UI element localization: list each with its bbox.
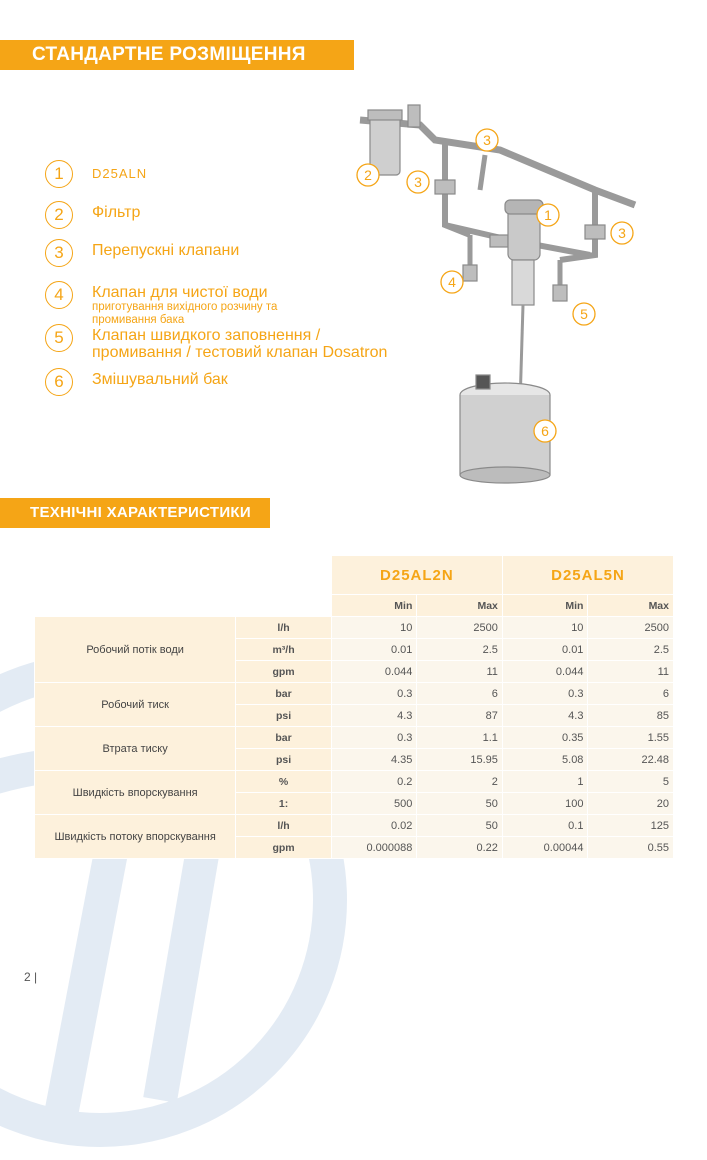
unit: % <box>236 771 332 793</box>
value: 0.22 <box>417 837 503 859</box>
value: 0.3 <box>331 727 417 749</box>
diagram-label-2: 2 <box>364 167 372 183</box>
unit: gpm <box>236 661 332 683</box>
installation-diagram <box>340 95 707 495</box>
table-row <box>35 771 674 793</box>
param-name: Робочий тиск <box>35 683 236 727</box>
value: 125 <box>588 815 674 837</box>
value: 0.01 <box>502 639 588 661</box>
min-label: Min <box>502 595 588 617</box>
value: 87 <box>417 705 503 727</box>
legend-number: 4 <box>45 281 73 309</box>
value: 2.5 <box>417 639 503 661</box>
value: 2 <box>417 771 503 793</box>
value: 6 <box>417 683 503 705</box>
value: 0.044 <box>502 661 588 683</box>
table-row <box>35 727 674 749</box>
value: 85 <box>588 705 674 727</box>
value: 10 <box>331 617 417 639</box>
unit: bar <box>236 683 332 705</box>
diagram-label-6: 6 <box>541 423 549 439</box>
page-number: 2 | <box>24 970 38 984</box>
value: 500 <box>331 793 417 815</box>
value: 1 <box>502 771 588 793</box>
legend-label: Перепускні клапани <box>92 242 240 259</box>
value: 50 <box>417 815 503 837</box>
legend-number: 5 <box>45 324 73 352</box>
param-name: Втрата тиску <box>35 727 236 771</box>
value: 20 <box>588 793 674 815</box>
value: 0.044 <box>331 661 417 683</box>
value: 11 <box>588 661 674 683</box>
value: 0.55 <box>588 837 674 859</box>
value: 10 <box>502 617 588 639</box>
value: 0.3 <box>331 683 417 705</box>
unit: m³/h <box>236 639 332 661</box>
value: 15.95 <box>417 749 503 771</box>
legend-label: Змішувальний бак <box>92 371 228 388</box>
diagram-label-1: 1 <box>544 207 552 223</box>
value: 2.5 <box>588 639 674 661</box>
value: 5 <box>588 771 674 793</box>
value: 4.3 <box>502 705 588 727</box>
legend-number: 1 <box>45 160 73 188</box>
table-minmax-row <box>35 595 674 617</box>
legend-label-main: Клапан для чистої води <box>92 284 268 301</box>
value: 1.55 <box>588 727 674 749</box>
unit: psi <box>236 705 332 727</box>
unit: psi <box>236 749 332 771</box>
max-label: Max <box>417 595 503 617</box>
spec-table <box>34 555 674 859</box>
param-name: Швидкість впорскування <box>35 771 236 815</box>
legend-label-sub: приготування вихідного розчину та промивання бака <box>92 301 278 326</box>
value: 0.1 <box>502 815 588 837</box>
model-header: D25AL2N <box>331 556 502 595</box>
param-name: Швидкість потоку впорскування <box>35 815 236 859</box>
value: 0.35 <box>502 727 588 749</box>
diagram-label-3: 3 <box>618 225 626 241</box>
value: 0.01 <box>331 639 417 661</box>
unit: l/h <box>236 815 332 837</box>
value: 5.08 <box>502 749 588 771</box>
table-row <box>35 683 674 705</box>
section-title-placement: СТАНДАРТНЕ РОЗМІЩЕННЯ <box>0 40 354 70</box>
table-row <box>35 815 674 837</box>
section-title-specs: ТЕХНІЧНІ ХАРАКТЕРИСТИКИ <box>0 498 270 528</box>
table-header-row <box>35 556 674 595</box>
diagram-label-5: 5 <box>580 306 588 322</box>
value: 0.02 <box>331 815 417 837</box>
value: 0.3 <box>502 683 588 705</box>
value: 11 <box>417 661 503 683</box>
table-row <box>35 617 674 639</box>
value: 0.00044 <box>502 837 588 859</box>
legend-label: D25ALN <box>92 166 148 181</box>
param-name: Робочий потік води <box>35 617 236 683</box>
unit: l/h <box>236 617 332 639</box>
value: 4.35 <box>331 749 417 771</box>
value: 50 <box>417 793 503 815</box>
legend-label: Клапан швидкого заповнення / промивання / тестовий клапан Dosatron <box>92 327 388 361</box>
unit: 1: <box>236 793 332 815</box>
value: 6 <box>588 683 674 705</box>
value: 0.000088 <box>331 837 417 859</box>
value: 22.48 <box>588 749 674 771</box>
value: 1.1 <box>417 727 503 749</box>
diagram-label-3: 3 <box>483 132 491 148</box>
legend-number: 3 <box>45 239 73 267</box>
legend-label: Фільтр <box>92 204 141 221</box>
value: 2500 <box>588 617 674 639</box>
max-label: Max <box>588 595 674 617</box>
min-label: Min <box>331 595 417 617</box>
value: 100 <box>502 793 588 815</box>
value: 2500 <box>417 617 503 639</box>
unit: bar <box>236 727 332 749</box>
diagram-label-3: 3 <box>414 174 422 190</box>
unit: gpm <box>236 837 332 859</box>
diagram-label-4: 4 <box>448 274 456 290</box>
model-header: D25AL5N <box>502 556 673 595</box>
value: 0.2 <box>331 771 417 793</box>
legend-number: 6 <box>45 368 73 396</box>
value: 4.3 <box>331 705 417 727</box>
legend-number: 2 <box>45 201 73 229</box>
